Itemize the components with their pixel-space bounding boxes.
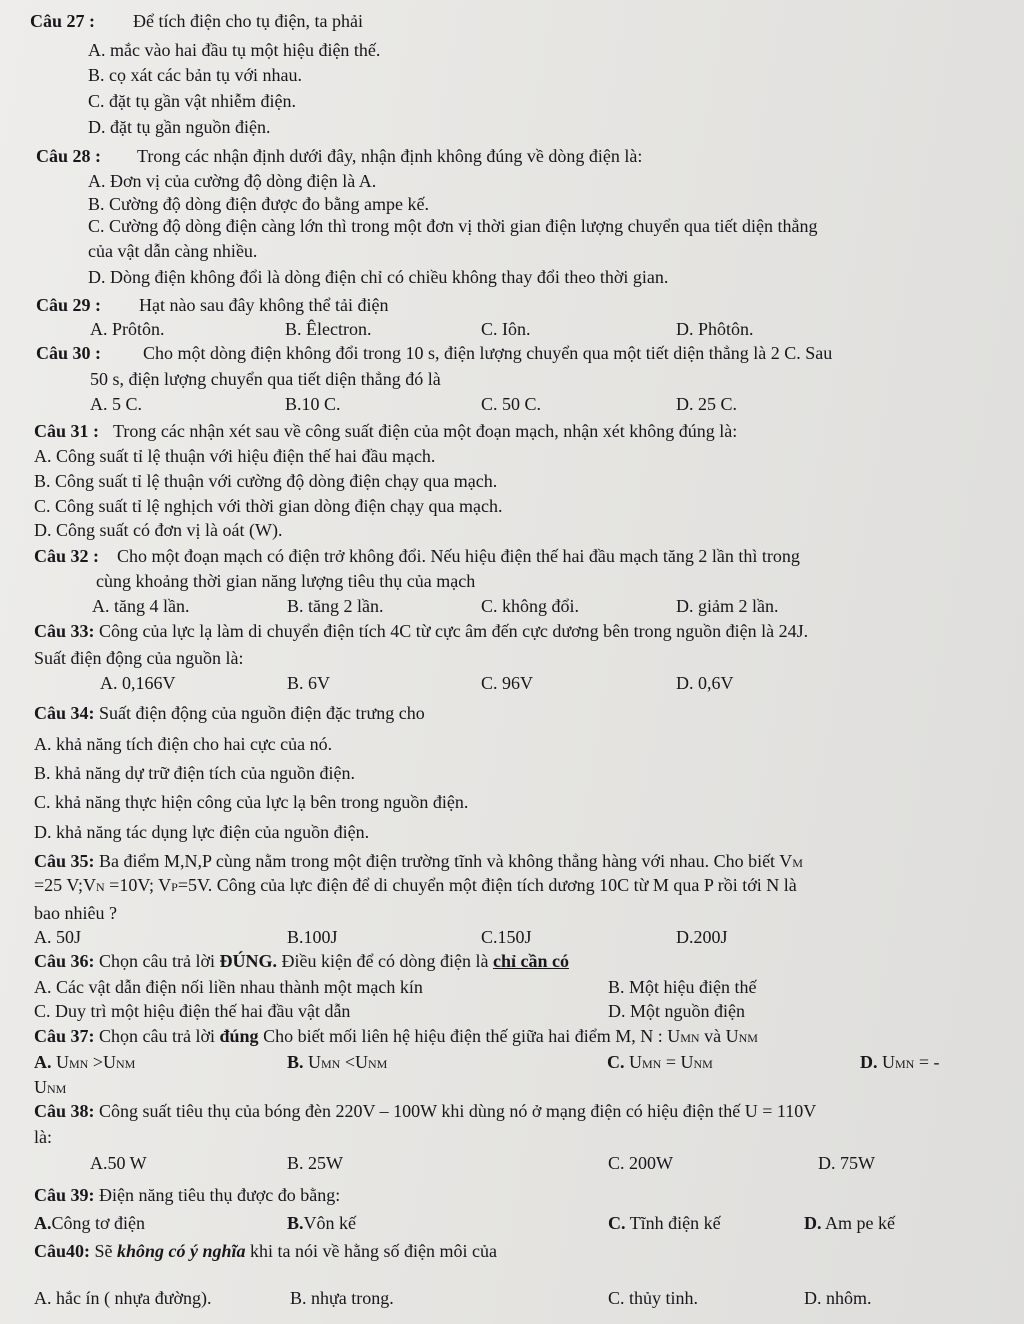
q28-option-c-line2: của vật dẫn càng nhiều.	[88, 241, 258, 261]
q38-text-line2: là:	[34, 1127, 52, 1147]
q31-option-c: C. Công suất tỉ lệ nghịch với thời gian dòng điện chạy qua mạch.	[34, 496, 503, 516]
q40-label: Câu40:	[34, 1241, 91, 1261]
q32-option-b: B. tăng 2 lần.	[287, 596, 384, 616]
q37-b-letter: B.	[287, 1052, 304, 1072]
q35-text-line1: Ba điểm M,N,P cùng nằm trong một điện trường tĩnh và không thẳng hàng với nhau. Cho biết V	[94, 851, 793, 871]
q37-text-d: và U	[699, 1026, 739, 1046]
q35-option-d: D.200J	[676, 927, 728, 947]
q27-option-c: C. đặt tụ gần vật nhiễm điện.	[88, 91, 296, 111]
q33-option-d: D. 0,6V	[676, 673, 734, 693]
q33-stem	[34, 620, 808, 642]
q27-stem	[30, 10, 363, 32]
q37-b-m: <U	[340, 1052, 369, 1072]
q35-l2b: =10V; V	[104, 875, 172, 895]
q39-b-letter: B.	[287, 1213, 304, 1233]
q39-option-b	[287, 1212, 356, 1234]
q29-option-c: C. Iôn.	[481, 319, 531, 339]
q39-text: Điện năng tiêu thụ được đo bằng:	[94, 1185, 341, 1205]
q31-stem	[34, 420, 737, 442]
q33-text-line1: Công của lực lạ làm di chuyển điện tích 4C từ cực âm đến cực dương bên trong nguồn điện là 24J.	[94, 621, 809, 641]
q37-stem	[34, 1025, 758, 1049]
q36-text-d: chỉ cần có	[492, 951, 569, 971]
q39-stem	[34, 1184, 340, 1206]
q37-text-c: Cho biết mối liên hệ hiệu điện thế giữa hai điểm M, N : U	[258, 1026, 681, 1046]
q33-option-a: A. 0,166V	[100, 673, 176, 693]
q32-text-line2: cùng khoảng thời gian năng lượng tiêu thụ của mạch	[96, 571, 476, 591]
q33-label: Câu 33:	[34, 621, 95, 641]
q36-stem	[34, 950, 569, 972]
q31-label: Câu 31 :	[34, 421, 100, 441]
q39-a-text: Công tơ điện	[51, 1213, 146, 1233]
q34-text: Suất điện động của nguồn điện đặc trưng cho	[94, 703, 425, 723]
q32-option-c: C. không đổi.	[481, 596, 580, 616]
q37-sub-mn: MN	[680, 1031, 700, 1045]
q35-option-c: C.150J	[481, 927, 532, 947]
q28-option-a: A. Đơn vị của cường độ dòng điện là A.	[88, 171, 377, 191]
q39-a-letter: A.	[34, 1213, 52, 1233]
q34-option-a: A. khả năng tích điện cho hai cực của nó.	[34, 734, 333, 754]
q37-c-t: U	[624, 1052, 642, 1072]
q32-option-d: D. giảm 2 lần.	[676, 596, 779, 616]
q40-text-c: khi ta nói về hằng số điện môi của	[245, 1241, 497, 1261]
q33-option-c: C. 96V	[481, 673, 534, 693]
q39-b-text: Vôn kế	[303, 1213, 357, 1233]
q35-sub-p: P	[171, 880, 178, 894]
q36-option-d: D. Một nguồn điện	[608, 1001, 745, 1021]
q37-option-c	[607, 1051, 713, 1075]
q32-stem	[34, 545, 800, 567]
q37-c-s2: NM	[693, 1057, 713, 1071]
q38-option-d: D. 75W	[818, 1153, 875, 1173]
q33-option-b: B. 6V	[287, 673, 331, 693]
q38-option-b: B. 25W	[287, 1153, 343, 1173]
q30-option-d: D. 25 C.	[676, 394, 738, 414]
q36-text-b: ĐÚNG.	[219, 951, 278, 971]
q35-text-line3: bao nhiêu ?	[34, 903, 117, 923]
q37-a-letter: A.	[34, 1052, 52, 1072]
q40-option-b: B. nhựa trong.	[290, 1288, 394, 1308]
q27-option-a: A. mắc vào hai đầu tụ một hiệu điện thế.	[88, 40, 381, 60]
q37-option-b	[287, 1051, 387, 1075]
q29-text: Hạt nào sau đây không thể tải điện	[139, 295, 389, 315]
q27-option-b: B. cọ xát các bản tụ với nhau.	[88, 65, 302, 85]
q37-d-s1: MN	[895, 1057, 915, 1071]
q40-option-c: C. thủy tinh.	[608, 1288, 699, 1308]
q29-stem	[36, 294, 388, 316]
q28-stem	[36, 145, 642, 167]
q39-label: Câu 39:	[34, 1185, 95, 1205]
q30-option-a: A. 5 C.	[90, 394, 143, 414]
q37-text-a: Chọn câu trả lời	[94, 1026, 220, 1046]
q37-d2-s: NM	[47, 1082, 67, 1096]
q27-label: Câu 27 :	[30, 11, 96, 31]
q29-option-a: A. Prôtôn.	[90, 319, 165, 339]
q28-label: Câu 28 :	[36, 146, 102, 166]
q35-sub-n: N	[96, 880, 105, 894]
q37-a-t: U	[51, 1052, 69, 1072]
q37-d-m: = -	[914, 1052, 940, 1072]
q34-option-d: D. khả năng tác dụng lực điện của nguồn điện.	[34, 822, 370, 842]
q35-l2c: =5V. Công của lực điện để di chuyển một điện tích dương 10C từ M qua P rồi tới N là	[177, 875, 797, 895]
q37-c-m: = U	[661, 1052, 694, 1072]
q40-stem	[34, 1240, 497, 1262]
q38-option-c: C. 200W	[608, 1153, 673, 1173]
q35-option-b: B.100J	[287, 927, 338, 947]
q38-option-a: A.50 W	[90, 1153, 147, 1173]
q37-b-s1: MN	[321, 1057, 341, 1071]
q40-option-d: D. nhôm.	[804, 1288, 872, 1308]
q37-option-d-continued	[34, 1076, 66, 1100]
q38-text-line1: Công suất tiêu thụ của bóng đèn 220V – 100W khi dùng nó ở mạng điện có hiệu điện thế U = 110V	[94, 1101, 817, 1121]
q36-text-a: Chọn câu trả lời	[94, 951, 220, 971]
q31-option-a: A. Công suất tỉ lệ thuận với hiệu điện thế hai đầu mạch.	[34, 446, 436, 466]
q36-option-b: B. Một hiệu điện thế	[608, 977, 757, 997]
q30-text-line2: 50 s, điện lượng chuyển qua tiết diện thẳng đó là	[90, 369, 441, 389]
q40-option-a: A. hắc ín ( nhựa đường).	[34, 1288, 212, 1308]
q34-option-c: C. khả năng thực hiện công của lực lạ bên trong nguồn điện.	[34, 792, 469, 812]
q31-option-b: B. Công suất tỉ lệ thuận với cường độ dòng điện chạy qua mạch.	[34, 471, 498, 491]
q35-l2a: =25 V;V	[34, 875, 96, 895]
q29-label: Câu 29 :	[36, 295, 102, 315]
q35-label: Câu 35:	[34, 851, 95, 871]
q37-a-s1: MN	[69, 1057, 89, 1071]
q34-option-b: B. khả năng dự trữ điện tích của nguồn điện.	[34, 763, 355, 783]
q39-d-letter: D.	[804, 1213, 822, 1233]
q28-option-d: D. Dòng điện không đổi là dòng điện chỉ có chiều không thay đổi theo thời gian.	[88, 267, 669, 287]
q28-text: Trong các nhận định dưới đây, nhận định không đúng về dòng điện là:	[137, 146, 643, 166]
q27-text: Để tích điện cho tụ điện, ta phải	[133, 11, 363, 31]
q30-option-c: C. 50 C.	[481, 394, 542, 414]
q40-text-b: không có ý nghĩa	[117, 1241, 246, 1261]
q40-text-a: Sẽ	[90, 1241, 118, 1261]
q32-option-a: A. tăng 4 lần.	[92, 596, 190, 616]
q37-text-b: đúng	[219, 1026, 259, 1046]
q35-text-line2	[34, 874, 797, 898]
q31-text: Trong các nhận xét sau về công suất điện của một đoạn mạch, nhận xét không đúng là:	[113, 421, 738, 441]
q39-d-text: Am pe kế	[821, 1213, 895, 1233]
q35-option-a: A. 50J	[34, 927, 82, 947]
q39-option-c	[608, 1212, 721, 1234]
q37-a-m: >U	[88, 1052, 116, 1072]
q39-option-a	[34, 1212, 145, 1234]
q37-d-letter: D.	[860, 1052, 878, 1072]
q37-d-t: U	[877, 1052, 895, 1072]
q39-c-text: Tĩnh điện kế	[625, 1213, 721, 1233]
q27-option-d: D. đặt tụ gần nguồn điện.	[88, 117, 271, 137]
q39-c-letter: C.	[608, 1213, 626, 1233]
q37-label: Câu 37:	[34, 1026, 95, 1046]
q28-option-b: B. Cường độ dòng điện được đo bằng ampe kế.	[88, 194, 429, 214]
q36-label: Câu 36:	[34, 951, 95, 971]
q32-label: Câu 32 :	[34, 546, 100, 566]
q38-stem	[34, 1100, 816, 1122]
q35-sub-m: M	[792, 856, 803, 870]
q34-stem	[34, 702, 425, 724]
q39-option-d	[804, 1212, 895, 1234]
q37-c-s1: MN	[642, 1057, 662, 1071]
q32-text-line1: Cho một đoạn mạch có điện trở không đổi. Nếu hiệu điện thế hai đầu mạch tăng 2 lần thì trong	[117, 546, 800, 566]
q29-option-b: B. Êlectron.	[285, 319, 372, 339]
q28-option-c-line1: C. Cường độ dòng điện càng lớn thì trong một đơn vị thời gian điện lượng chuyển qua tiết diện thẳng	[88, 216, 818, 236]
q29-option-d: D. Phôtôn.	[676, 319, 754, 339]
q36-option-a: A. Các vật dẫn điện nối liền nhau thành một mạch kín	[34, 977, 423, 997]
q33-text-line2: Suất điện động của nguồn là:	[34, 648, 244, 668]
q37-c-letter: C.	[607, 1052, 625, 1072]
q35-stem	[34, 850, 803, 874]
q30-label: Câu 30 :	[36, 343, 102, 363]
q37-b-t: U	[303, 1052, 322, 1072]
q37-option-d	[860, 1051, 940, 1075]
q37-a-s2: NM	[116, 1057, 136, 1071]
q31-option-d: D. Công suất có đơn vị là oát (W).	[34, 520, 283, 540]
q38-label: Câu 38:	[34, 1101, 95, 1121]
q34-label: Câu 34:	[34, 703, 95, 723]
q37-sub-nm: NM	[738, 1031, 758, 1045]
q37-option-a	[34, 1051, 135, 1075]
q30-option-b: B.10 C.	[285, 394, 341, 414]
q36-option-c: C. Duy trì một hiệu điện thế hai đầu vật dẫn	[34, 1001, 351, 1021]
q30-text-line1: Cho một dòng điện không đổi trong 10 s, điện lượng chuyển qua một tiết diện thẳng là 2 C. Sau	[143, 343, 833, 363]
q36-text-c: Điều kiện để có dòng điện là	[277, 951, 493, 971]
q37-d2: U	[34, 1077, 47, 1097]
q30-stem	[36, 342, 832, 364]
q37-b-s2: NM	[368, 1057, 388, 1071]
